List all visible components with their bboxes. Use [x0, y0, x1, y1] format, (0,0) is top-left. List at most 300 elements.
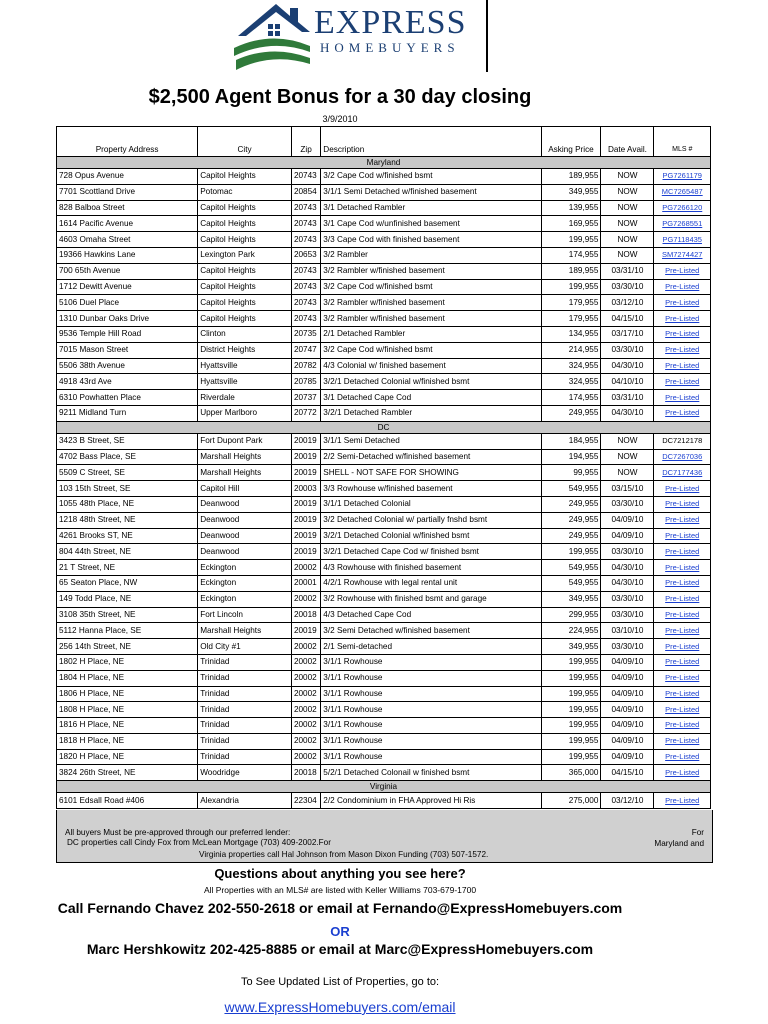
cell-price: 275,000: [541, 793, 601, 809]
cell-address: 4918 43rd Ave: [57, 374, 198, 390]
cell-zip: 20785: [291, 374, 320, 390]
cell-mls: [654, 216, 711, 232]
table-row: [57, 575, 711, 591]
table-row: [57, 481, 711, 497]
cell-date: NOW: [601, 184, 654, 200]
mls-link[interactable]: Pre-Listed: [665, 266, 700, 276]
col-header-zip: Zip: [291, 127, 320, 157]
lender-line-3: Virginia properties call Hal Johnson from Mason Dixon Funding (703) 507-1572.: [199, 850, 489, 859]
cell-date: NOW: [601, 232, 654, 248]
cell-price: 174,955: [541, 247, 601, 263]
cell-address: 5506 38th Avenue: [57, 358, 198, 374]
table-row: [57, 654, 711, 670]
mls-link[interactable]: Pre-Listed: [665, 408, 700, 418]
contact-marc: Marc Hershkowitz 202-425-8885 or email at Marc@ExpressHomebuyers.com: [86, 941, 594, 957]
cell-zip: 20743: [291, 169, 320, 185]
cell-price: 349,955: [541, 184, 601, 200]
cell-description: 3/2 Rambler w/finished basement: [321, 311, 541, 327]
cell-description: 4/3 Detached Cape Cod: [321, 607, 541, 623]
cell-zip: 20001: [291, 575, 320, 591]
table-row: [57, 295, 711, 311]
lender-info-box: [56, 810, 713, 863]
cell-date: 03/31/10: [601, 390, 654, 406]
cell-description: 3/3 Rowhouse w/finished basement: [321, 481, 541, 497]
cell-address: 4603 Omaha Street: [57, 232, 198, 248]
cell-city: Trinidad: [198, 702, 292, 718]
cell-zip: 20002: [291, 702, 320, 718]
cell-description: 3/1/1 Rowhouse: [321, 686, 541, 702]
cell-zip: 20002: [291, 718, 320, 734]
cell-zip: 20019: [291, 512, 320, 528]
table-row: [57, 496, 711, 512]
cell-date: 04/09/10: [601, 528, 654, 544]
cell-address: 5509 C Street, SE: [57, 465, 198, 481]
cell-description: 3/1/1 Rowhouse: [321, 733, 541, 749]
cell-city: Trinidad: [198, 749, 292, 765]
cell-price: 189,955: [541, 263, 601, 279]
cell-price: 99,955: [541, 465, 601, 481]
cell-address: 6310 Powhatten Place: [57, 390, 198, 406]
cell-price: 179,955: [541, 295, 601, 311]
cell-date: NOW: [601, 169, 654, 185]
mls-link[interactable]: Pre-Listed: [665, 392, 700, 402]
cell-mls: [654, 449, 711, 465]
mls-link[interactable]: Pre-Listed: [665, 329, 700, 339]
cell-mls: [654, 765, 711, 781]
cell-city: Eckington: [198, 575, 292, 591]
cell-mls: [654, 200, 711, 216]
cell-description: 3/2/1 Detached Colonial w/finished bsmt: [321, 528, 541, 544]
cell-mls: [654, 512, 711, 528]
mls-link[interactable]: Pre-Listed: [665, 376, 700, 386]
mls-link[interactable]: PG7266120: [662, 202, 703, 212]
cell-city: Deanwood: [198, 544, 292, 560]
cell-price: 349,955: [541, 639, 601, 655]
cell-mls: [654, 793, 711, 809]
cell-price: 299,955: [541, 607, 601, 623]
cell-price: 549,955: [541, 481, 601, 497]
cell-zip: 20019: [291, 465, 320, 481]
page-title: $2,500 Agent Bonus for a 30 day closing: [148, 86, 532, 108]
mls-link[interactable]: Pre-Listed: [665, 360, 700, 370]
col-header-city: City: [198, 127, 292, 157]
cell-zip: 20002: [291, 670, 320, 686]
cell-mls: [654, 311, 711, 327]
cell-date: 03/30/10: [601, 607, 654, 623]
table-row: [57, 591, 711, 607]
cell-description: 3/2 Rambler: [321, 247, 541, 263]
table-row: [57, 200, 711, 216]
property-table: [56, 126, 711, 809]
mls-link[interactable]: Pre-Listed: [665, 313, 700, 323]
cell-description: SHELL - NOT SAFE FOR SHOWING: [321, 465, 541, 481]
cell-date: 04/30/10: [601, 358, 654, 374]
cell-city: Capitol Heights: [198, 200, 292, 216]
cell-zip: 20019: [291, 528, 320, 544]
mls-link[interactable]: Pre-Listed: [665, 688, 700, 698]
mls-note: All Properties with an MLS# are listed with Keller Williams 703-679-1700: [203, 885, 477, 895]
cell-mls: [654, 718, 711, 734]
cell-address: 1218 48th Street, NE: [57, 512, 198, 528]
mls-link[interactable]: Pre-Listed: [665, 562, 700, 572]
mls-link[interactable]: Pre-Listed: [665, 795, 700, 805]
cell-zip: 20019: [291, 449, 320, 465]
cell-address: 1806 H Place, NE: [57, 686, 198, 702]
cell-mls: [654, 591, 711, 607]
cell-zip: 20003: [291, 481, 320, 497]
cell-address: 3824 26th Street, NE: [57, 765, 198, 781]
cell-date: 03/30/10: [601, 591, 654, 607]
document-date: 3/9/2010: [322, 114, 358, 124]
mls-link[interactable]: Pre-Listed: [665, 641, 700, 651]
cell-date: NOW: [601, 200, 654, 216]
cell-mls: [654, 405, 711, 421]
cell-price: 224,955: [541, 623, 601, 639]
cell-address: 1802 H Place, NE: [57, 654, 198, 670]
cell-zip: 22304: [291, 793, 320, 809]
region-label: Virginia: [57, 781, 711, 793]
cell-date: 04/30/10: [601, 575, 654, 591]
cell-mls: [654, 575, 711, 591]
cell-description: 3/1 Cape Cod w/unfinished basement: [321, 216, 541, 232]
cell-address: 1804 H Place, NE: [57, 670, 198, 686]
mls-link[interactable]: Pre-Listed: [665, 483, 700, 493]
mls-link[interactable]: Pre-Listed: [665, 625, 700, 635]
region-label: Maryland: [57, 157, 711, 169]
cell-date: 04/09/10: [601, 702, 654, 718]
mls-link[interactable]: PG7118435: [662, 234, 702, 244]
cell-mls: [654, 702, 711, 718]
website-link[interactable]: www.ExpressHomebuyers.com/email: [224, 999, 456, 1015]
cell-address: 804 44th Street, NE: [57, 544, 198, 560]
cell-price: 199,955: [541, 544, 601, 560]
cell-mls: [654, 295, 711, 311]
cell-description: 3/1/1 Semi Detached: [321, 433, 541, 449]
cell-description: 3/2 Detached Colonial w/ partially fnshd bsmt: [321, 512, 541, 528]
cell-price: 194,955: [541, 449, 601, 465]
cell-description: 3/1 Detached Cape Cod: [321, 390, 541, 406]
cell-address: 3423 B Street, SE: [57, 433, 198, 449]
cell-date: 03/17/10: [601, 326, 654, 342]
cell-description: 3/2/1 Detached Colonial w/finished bsmt: [321, 374, 541, 390]
table-row: [57, 560, 711, 576]
mls-link[interactable]: Pre-Listed: [665, 673, 700, 683]
cell-city: Capitol Heights: [198, 232, 292, 248]
cell-city: Potomac: [198, 184, 292, 200]
cell-price: 189,955: [541, 169, 601, 185]
cell-zip: 20002: [291, 654, 320, 670]
mls-link[interactable]: Pre-Listed: [665, 736, 700, 746]
table-header-row: [57, 127, 711, 157]
cell-zip: 20653: [291, 247, 320, 263]
or-separator: OR: [330, 924, 350, 939]
mls-link[interactable]: Pre-Listed: [665, 578, 700, 588]
cell-address: 1818 H Place, NE: [57, 733, 198, 749]
cell-price: 324,955: [541, 374, 601, 390]
cell-description: 5/2/1 Detached Colonail w finished bsmt: [321, 765, 541, 781]
table-row: [57, 623, 711, 639]
cell-address: 1055 48th Place, NE: [57, 496, 198, 512]
cell-zip: 20737: [291, 390, 320, 406]
table-row: [57, 670, 711, 686]
table-row: [57, 311, 711, 327]
cell-price: 199,955: [541, 733, 601, 749]
cell-mls: [654, 279, 711, 295]
cell-mls: [654, 481, 711, 497]
cell-description: 3/2/1 Detached Cape Cod w/ finished bsmt: [321, 544, 541, 560]
contact-fernando: Call Fernando Chavez 202-550-2618 or email at Fernando@ExpressHomebuyers.com: [57, 900, 623, 916]
cell-address: 6101 Edsall Road #406: [57, 793, 198, 809]
cell-mls: [654, 169, 711, 185]
cell-city: Woodridge: [198, 765, 292, 781]
table-row: [57, 169, 711, 185]
cell-city: Eckington: [198, 591, 292, 607]
cell-mls: [654, 670, 711, 686]
mls-link[interactable]: Pre-Listed: [665, 657, 700, 667]
table-row: [57, 263, 711, 279]
cell-address: 1820 H Place, NE: [57, 749, 198, 765]
cell-zip: 20747: [291, 342, 320, 358]
cell-description: 3/2 Semi Detached w/finished basement: [321, 623, 541, 639]
cell-price: 199,955: [541, 654, 601, 670]
cell-address: 5112 Hanna Place, SE: [57, 623, 198, 639]
cell-address: 828 Balboa Street: [57, 200, 198, 216]
cell-city: Capitol Heights: [198, 279, 292, 295]
cell-zip: 20782: [291, 358, 320, 374]
cell-price: 199,955: [541, 718, 601, 734]
cell-zip: 20743: [291, 200, 320, 216]
col-header-description: Description: [321, 127, 541, 157]
cell-city: Clinton: [198, 326, 292, 342]
cell-price: 134,955: [541, 326, 601, 342]
cell-mls: [654, 607, 711, 623]
cell-price: 199,955: [541, 232, 601, 248]
cell-date: 04/10/10: [601, 374, 654, 390]
mls-link[interactable]: Pre-Listed: [665, 594, 700, 604]
cell-mls: [654, 232, 711, 248]
cell-address: 1808 H Place, NE: [57, 702, 198, 718]
cell-city: Trinidad: [198, 733, 292, 749]
table-row: [57, 544, 711, 560]
cell-date: 04/09/10: [601, 670, 654, 686]
cell-description: 3/1/1 Rowhouse: [321, 718, 541, 734]
cell-description: 3/1 Detached Rambler: [321, 200, 541, 216]
cell-city: Trinidad: [198, 654, 292, 670]
cell-address: 7015 Mason Street: [57, 342, 198, 358]
mls-link[interactable]: Pre-Listed: [665, 609, 700, 619]
table-row: [57, 607, 711, 623]
cell-date: 04/30/10: [601, 405, 654, 421]
cell-city: Fort Lincoln: [198, 607, 292, 623]
cell-price: 249,955: [541, 405, 601, 421]
cell-price: 324,955: [541, 358, 601, 374]
logo-wordmark-bottom: HOMEBUYERS: [320, 40, 460, 55]
mls-link[interactable]: Pre-Listed: [665, 281, 700, 291]
cell-mls: [654, 733, 711, 749]
table-row: [57, 184, 711, 200]
cell-address: 1310 Dunbar Oaks Drive: [57, 311, 198, 327]
updated-list-text: To See Updated List of Properties, go to:: [240, 976, 440, 988]
logo-wordmark-top: EXPRESS: [314, 4, 467, 41]
cell-date: 03/30/10: [601, 279, 654, 295]
mls-link[interactable]: SM7274427: [662, 250, 703, 260]
cell-city: Old City #1: [198, 639, 292, 655]
cell-address: 1816 H Place, NE: [57, 718, 198, 734]
lender-right-2: Maryland and: [654, 839, 704, 848]
cell-city: Capitol Hill: [198, 481, 292, 497]
cell-address: 9536 Temple Hill Road: [57, 326, 198, 342]
table-row: [57, 232, 711, 248]
mls-link[interactable]: PG7268551: [662, 218, 703, 228]
col-header-date: Date Avail.: [601, 127, 654, 157]
cell-zip: 20743: [291, 232, 320, 248]
mls-link[interactable]: Pre-Listed: [665, 297, 700, 307]
mls-link[interactable]: Pre-Listed: [665, 345, 700, 355]
table-row: [57, 702, 711, 718]
mls-link[interactable]: DC7177436: [662, 467, 703, 477]
cell-mls: [654, 374, 711, 390]
mls-link[interactable]: Pre-Listed: [665, 530, 700, 540]
cell-city: Alexandria: [198, 793, 292, 809]
cell-city: Capitol Heights: [198, 169, 292, 185]
cell-mls: [654, 184, 711, 200]
cell-date: 04/09/10: [601, 654, 654, 670]
cell-city: Capitol Heights: [198, 311, 292, 327]
cell-description: 3/1/1 Rowhouse: [321, 670, 541, 686]
region-row: [57, 157, 711, 169]
cell-mls: [654, 465, 711, 481]
cell-zip: 20772: [291, 405, 320, 421]
cell-description: 3/1/1 Detached Colonial: [321, 496, 541, 512]
mls-link[interactable]: PG7261179: [662, 171, 702, 181]
cell-description: 4/2/1 Rowhouse with legal rental unit: [321, 575, 541, 591]
cell-description: 2/1 Semi-detached: [321, 639, 541, 655]
mls-link[interactable]: Pre-Listed: [665, 704, 700, 714]
cell-mls: [654, 263, 711, 279]
cell-city: Deanwood: [198, 528, 292, 544]
table-row: [57, 718, 711, 734]
table-body: [57, 157, 711, 809]
table-row: [57, 639, 711, 655]
mls-link: DC7212178: [662, 436, 703, 446]
mls-link[interactable]: Pre-Listed: [665, 499, 700, 509]
table-row: [57, 793, 711, 809]
mls-link[interactable]: Pre-Listed: [665, 752, 700, 762]
table-row: [57, 390, 711, 406]
cell-description: 4/3 Rowhouse with finished basement: [321, 560, 541, 576]
mls-link[interactable]: Pre-Listed: [665, 515, 700, 525]
table-row: [57, 528, 711, 544]
cell-description: 3/3 Cape Cod with finished basement: [321, 232, 541, 248]
mls-link[interactable]: Pre-Listed: [665, 720, 700, 730]
cell-zip: 20743: [291, 263, 320, 279]
table-row: [57, 733, 711, 749]
cell-date: 03/30/10: [601, 544, 654, 560]
cell-description: 3/1/1 Rowhouse: [321, 702, 541, 718]
cell-price: 199,955: [541, 749, 601, 765]
cell-zip: 20743: [291, 295, 320, 311]
cell-mls: [654, 358, 711, 374]
questions-heading: Questions about anything you see here?: [214, 866, 466, 881]
cell-price: 199,955: [541, 279, 601, 295]
cell-mls: [654, 749, 711, 765]
table-row: [57, 465, 711, 481]
cell-zip: 20002: [291, 560, 320, 576]
cell-city: Fort Dupont Park: [198, 433, 292, 449]
cell-date: NOW: [601, 433, 654, 449]
cell-description: 4/3 Colonial w/ finished basement: [321, 358, 541, 374]
cell-mls: [654, 326, 711, 342]
cell-date: 04/09/10: [601, 686, 654, 702]
region-row: [57, 781, 711, 793]
cell-zip: 20002: [291, 686, 320, 702]
company-logo: [232, 0, 492, 74]
cell-city: Marshall Heights: [198, 465, 292, 481]
region-row: [57, 421, 711, 433]
cell-address: 4261 Brooks ST, NE: [57, 528, 198, 544]
cell-zip: 20019: [291, 544, 320, 560]
cell-date: 04/09/10: [601, 733, 654, 749]
cell-address: 1614 Pacific Avenue: [57, 216, 198, 232]
cell-city: Deanwood: [198, 512, 292, 528]
lender-right-1: For: [691, 828, 704, 837]
cell-address: 4702 Bass Place, SE: [57, 449, 198, 465]
cell-mls: [654, 342, 711, 358]
col-header-price: Asking Price: [541, 127, 601, 157]
mls-link[interactable]: Pre-Listed: [665, 767, 700, 777]
cell-zip: 20019: [291, 433, 320, 449]
cell-zip: 20002: [291, 591, 320, 607]
cell-address: 5106 Duel Place: [57, 295, 198, 311]
table-row: [57, 326, 711, 342]
cell-address: 7701 Scottland Drive: [57, 184, 198, 200]
cell-zip: 20854: [291, 184, 320, 200]
cell-date: 03/15/10: [601, 481, 654, 497]
cell-mls: [654, 654, 711, 670]
cell-date: NOW: [601, 216, 654, 232]
cell-description: 3/2 Rambler w/finished basement: [321, 263, 541, 279]
cell-date: 03/10/10: [601, 623, 654, 639]
cell-date: 03/30/10: [601, 496, 654, 512]
cell-address: 21 T Street, NE: [57, 560, 198, 576]
cell-address: 65 Seaton Place, NW: [57, 575, 198, 591]
cell-description: 3/2 Cape Cod w/finished bsmt: [321, 342, 541, 358]
lender-line-2: DC properties call Cindy Fox from McLean Mortgage (703) 409-2002.For: [67, 838, 331, 847]
cell-description: 3/2 Cape Cod w/finished bsmt: [321, 279, 541, 295]
cell-price: 179,955: [541, 311, 601, 327]
table-row: [57, 342, 711, 358]
cell-price: 249,955: [541, 512, 601, 528]
cell-description: 3/2 Rambler w/finished basement: [321, 295, 541, 311]
cell-address: 1712 Dewitt Avenue: [57, 279, 198, 295]
cell-zip: 20018: [291, 607, 320, 623]
cell-city: Trinidad: [198, 718, 292, 734]
cell-mls: [654, 686, 711, 702]
cell-price: 549,955: [541, 560, 601, 576]
mls-link[interactable]: MC7265487: [661, 187, 703, 197]
cell-zip: 20019: [291, 496, 320, 512]
cell-description: 3/2 Rowhouse with finished bsmt and garage: [321, 591, 541, 607]
cell-date: NOW: [601, 449, 654, 465]
mls-link[interactable]: DC7267036: [662, 451, 703, 461]
cell-price: 199,955: [541, 670, 601, 686]
cell-mls: [654, 623, 711, 639]
mls-link[interactable]: Pre-Listed: [665, 546, 700, 556]
cell-date: 03/12/10: [601, 295, 654, 311]
cell-mls: [654, 560, 711, 576]
cell-price: 139,955: [541, 200, 601, 216]
cell-mls: [654, 544, 711, 560]
